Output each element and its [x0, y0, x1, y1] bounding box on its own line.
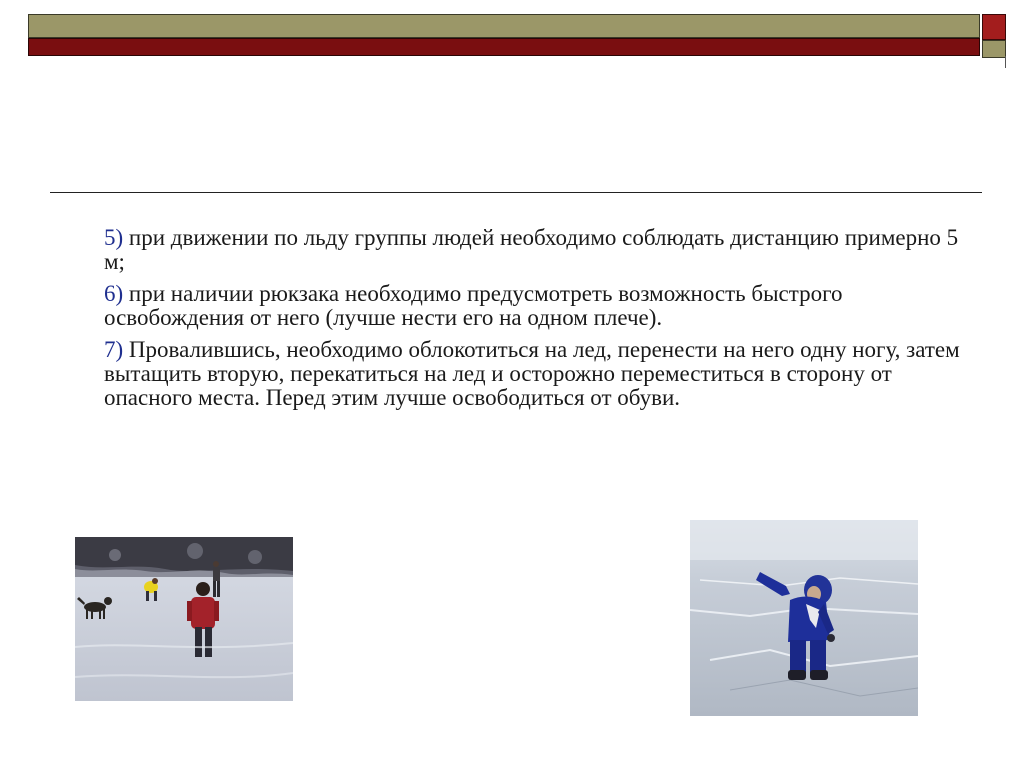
title-divider	[50, 192, 982, 193]
point-text: при движении по льду группы людей необходимо соблюдать дистанцию примерно 5 м;	[104, 225, 959, 274]
header-decoration	[28, 14, 980, 56]
corner-maroon-square	[982, 14, 1006, 40]
point-7	[104, 338, 964, 410]
header-olive-bar	[28, 14, 980, 38]
point-number: 7)	[104, 337, 124, 362]
photo-group-on-ice	[75, 537, 293, 701]
corner-line	[1005, 56, 1006, 68]
point-5	[104, 226, 964, 274]
header-maroon-bar	[28, 38, 980, 56]
point-number: 6)	[104, 281, 124, 306]
slide-body	[104, 226, 964, 418]
point-text: Провалившись, необходимо облокотиться на лед, перенести на него одну ногу, затем вытащить вторую, перекатиться на лед и осторожно переместиться в сторону от опасного места. Перед этим лучше освободиться от обуви.	[104, 337, 960, 410]
photo-child-on-ice	[690, 520, 918, 716]
point-number: 5)	[104, 225, 124, 250]
point-text: при наличии рюкзака необходимо предусмотреть возможность быстрого освобождения от него (лучше нести его на одном плече).	[104, 281, 843, 330]
corner-olive-square	[982, 40, 1006, 58]
point-6	[104, 282, 964, 330]
